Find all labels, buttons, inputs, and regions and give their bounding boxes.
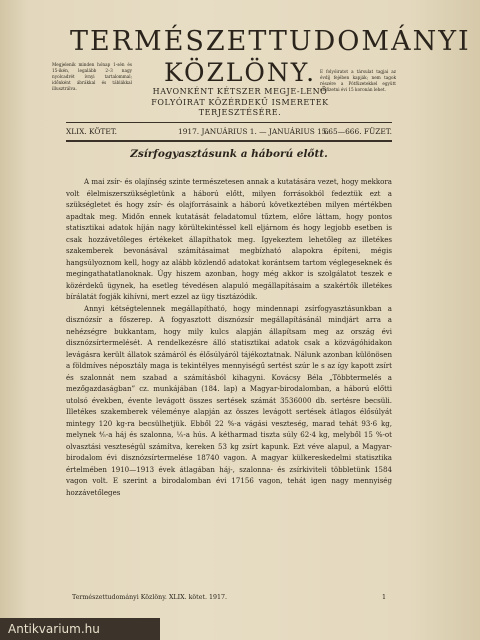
issue-volume: XLIX. KÖTET. (66, 127, 117, 136)
article-paragraph: Annyi kétségtelennek megállapítható, hogy mindennapi zsírfogyasztásunkban a disznózsír a főszerep. A fogyasztott disznózsír megállapításánál mindjárt arra a nehézségre bukkantam, hogy mily kulcs alapján állapítsam meg az ország évi disznózsírtermelését. A rendelkezésre álló statisztikai adatok csak a közvágóhidakon levágásra került állatok számáról és élősúlyáról tájékoztatnak. Nálunk azonban különösen a földmíves néposztály maga is tekintélyes mennyiségű sertést szúr le s az így kapott zsírt és szalonnát nem szabad a számításból kihagyni. Kovácsy Béla „Többtermelés a mezőgazdaságban” cz. munkájában (184. lap) a Magyar-birodalomban, a háború előtti utolsó években, évente levágott összes sertések számát 3536000 db. sertésre becsüli. Illetékes szakemberek véleménye alapján az összes levágott sertések átlagos élősúlyát mintegy 120 kg-ra becsülhetjük. Ebből 22 %-a vágási veszteség, marad tehát 93·6 kg, melynek ⁴⁄₅-a háj és szalonna, ¹⁄₅-a hús. A kétharmad tiszta súly 62·4 kg, melyből 15 %-ot olvasztási veszteségül számítva, kereken 53 kg zsírt kapunk. Ezt véve alapul, a Magyar-birodalom évi disznózsírtermelése 18740 vagon. A magyar külkereskedelmi statisztika értelmében 1910—1913 évek átlagában háj-, szalonna- és zsírkiviteli többletünk 1584 vagon volt. E szerint a birodalomban évi 17156 vagon, tehát igen nagy mennyiség hozzávetőleges (66, 303, 392, 497)
article-title: Zsírfogyasztásunk a háború előtt. (130, 148, 328, 160)
watermark-label: Antikvarium.hu (0, 618, 160, 640)
article-paragraph: A mai zsír- és olajínség szinte természetesen annak a kutatására vezet, hogy mekkora volt élelmiszerszükségletünk a háború előtt, milyen forrásokból fedeztük ezt a szükségletet és hogy zsír- és olajforrásaink a háború következtében milyen mértékben apadtak meg. Midőn ennek kutatását feladatomul tűztem, előre láttam, hogy pontos statisztikai adatok híján nagy körültekintéssel kell eljárnom és hogy legjobb esetben is csak hozzávetőleges értékeket állapíthatok meg. Igyekeztem lehetőleg az illetékes szakemberek bevonásával számításaimat megbízható alapokra építeni, mégis hangsúlyoznom kell, hogy az alább közlendő adatokat korántsem tartom véglegeseknek és megingathatatlanoknak. Úgy hiszem azonban, hogy még akkor is szolgálatot teszek e közérdekű ügynek, ha esetleg tévedésen alapuló megállapításaim a szakértők illetékes bírálatát fogják kihívni, mert ezzel az ügy tisztázódik. (66, 177, 392, 301)
issue-number: 665—666. FÜZET. (323, 127, 392, 136)
journal-subtitle: HAVONKÉNT KÉTSZER MEGJE-LENŐ FOLYÓIRAT KÖZÉRDEKŰ ISMERETEK TERJESZTÉSÉRE. (151, 87, 329, 117)
article-body (66, 176, 392, 498)
publication-note-right: E folyóiratot a társulat tagjai az évdíj fejében kapják; nem tagok részére a Pótfüzetekkel együtt előfizetni évi 15 koronán lehet. (320, 69, 396, 92)
issue-date: 1917. JANUÁRIUS 1. — JANUÁRIUS 15. (178, 127, 329, 136)
issue-line (66, 126, 392, 138)
page-number: 1 (381, 594, 386, 601)
journal-title-second-line: KÖZLÖNY. (163, 58, 317, 87)
footer-journal: Természettudományi Közlöny. XLIX. kötet. 1917. (72, 594, 228, 601)
page-footer (66, 592, 392, 604)
journal-title: TERMÉSZETTUDOMÁNYI (70, 26, 471, 57)
masthead-rule-top (66, 122, 392, 123)
masthead-rule-bottom (66, 140, 392, 142)
publication-note-left: Megjelenik minden hónap 1-sén és 15-ikén, legalább 2–3 nagy nyolcadrét ívnyi tartalommal; időnként ábrákkal és táblákkal illusztrálva. (52, 62, 132, 91)
